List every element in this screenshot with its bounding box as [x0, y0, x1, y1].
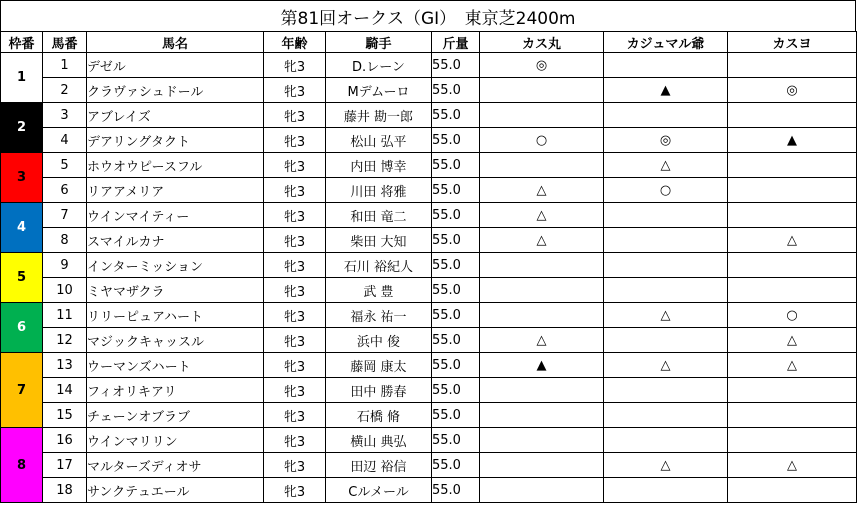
- predictor-3-mark: [728, 278, 857, 303]
- table-row: [1, 178, 857, 203]
- horse-name-cell: マルターズディオサ: [87, 453, 264, 478]
- predictor-2-mark: [604, 278, 728, 303]
- jockey-cell: D.レーン: [326, 53, 432, 78]
- weight-cell: 55.0: [432, 253, 480, 278]
- weight-cell: 55.0: [432, 303, 480, 328]
- predictor-1-mark: △: [480, 178, 604, 203]
- weight-cell: 55.0: [432, 153, 480, 178]
- header-predictor-2: カジュマル爺: [604, 32, 728, 53]
- predictor-1-mark: △: [480, 203, 604, 228]
- jockey-cell: 和田 竜二: [326, 203, 432, 228]
- age-cell: 牝3: [264, 253, 326, 278]
- header-umaban: 馬番: [43, 32, 87, 53]
- table-row: [1, 278, 857, 303]
- age-cell: 牝3: [264, 128, 326, 153]
- predictor-2-mark: [604, 428, 728, 453]
- table-body: [1, 53, 857, 503]
- table-row: [1, 303, 857, 328]
- weight-cell: 55.0: [432, 178, 480, 203]
- predictor-2-mark: [604, 228, 728, 253]
- table-row: [1, 253, 857, 278]
- jockey-cell: 石川 裕紀人: [326, 253, 432, 278]
- weight-cell: 55.0: [432, 478, 480, 503]
- table-row: [1, 128, 857, 153]
- jockey-cell: 柴田 大知: [326, 228, 432, 253]
- jockey-cell: Mデムーロ: [326, 78, 432, 103]
- waku-cell: 3: [1, 153, 43, 203]
- predictor-3-mark: [728, 153, 857, 178]
- predictor-3-mark: [728, 53, 857, 78]
- table-row: [1, 78, 857, 103]
- predictor-3-mark: △: [728, 353, 857, 378]
- age-cell: 牝3: [264, 403, 326, 428]
- table-row: [1, 428, 857, 453]
- age-cell: 牝3: [264, 153, 326, 178]
- predictor-1-mark: [480, 453, 604, 478]
- predictor-2-mark: △: [604, 153, 728, 178]
- horse-name-cell: アブレイズ: [87, 103, 264, 128]
- table-row: [1, 403, 857, 428]
- header-waku: 枠番: [1, 32, 43, 53]
- table-row: [1, 103, 857, 128]
- header-weight: 斤量: [432, 32, 480, 53]
- age-cell: 牝3: [264, 328, 326, 353]
- age-cell: 牝3: [264, 228, 326, 253]
- predictor-1-mark: [480, 403, 604, 428]
- predictor-3-mark: △: [728, 228, 857, 253]
- predictor-1-mark: [480, 428, 604, 453]
- jockey-cell: Cルメール: [326, 478, 432, 503]
- age-cell: 牝3: [264, 428, 326, 453]
- age-cell: 牝3: [264, 303, 326, 328]
- weight-cell: 55.0: [432, 403, 480, 428]
- age-cell: 牝3: [264, 203, 326, 228]
- horse-name-cell: スマイルカナ: [87, 228, 264, 253]
- header-predictor-1: カス丸: [480, 32, 604, 53]
- weight-cell: 55.0: [432, 353, 480, 378]
- waku-cell: 2: [1, 103, 43, 153]
- jockey-cell: 浜中 俊: [326, 328, 432, 353]
- predictor-1-mark: [480, 378, 604, 403]
- predictor-2-mark: [604, 53, 728, 78]
- table-row: [1, 478, 857, 503]
- predictor-2-mark: [604, 328, 728, 353]
- predictor-1-mark: ▲: [480, 353, 604, 378]
- umaban-cell: 16: [43, 428, 87, 453]
- umaban-cell: 3: [43, 103, 87, 128]
- header-age: 年齢: [264, 32, 326, 53]
- horse-name-cell: リアアメリア: [87, 178, 264, 203]
- predictor-1-mark: △: [480, 228, 604, 253]
- predictor-2-mark: [604, 403, 728, 428]
- table-row: [1, 228, 857, 253]
- predictor-1-mark: [480, 78, 604, 103]
- horse-name-cell: ウインマリリン: [87, 428, 264, 453]
- horse-name-cell: ウインマイティー: [87, 203, 264, 228]
- umaban-cell: 12: [43, 328, 87, 353]
- age-cell: 牝3: [264, 178, 326, 203]
- header-row: [1, 32, 857, 53]
- weight-cell: 55.0: [432, 278, 480, 303]
- horse-name-cell: ウーマンズハート: [87, 353, 264, 378]
- age-cell: 牝3: [264, 453, 326, 478]
- horse-name-cell: チェーンオブラブ: [87, 403, 264, 428]
- waku-cell: 8: [1, 428, 43, 503]
- umaban-cell: 17: [43, 453, 87, 478]
- predictor-3-mark: [728, 428, 857, 453]
- umaban-cell: 18: [43, 478, 87, 503]
- umaban-cell: 13: [43, 353, 87, 378]
- table-row: [1, 328, 857, 353]
- jockey-cell: 石橋 脩: [326, 403, 432, 428]
- predictor-2-mark: [604, 103, 728, 128]
- predictor-3-mark: ◎: [728, 78, 857, 103]
- umaban-cell: 1: [43, 53, 87, 78]
- predictor-2-mark: △: [604, 453, 728, 478]
- umaban-cell: 2: [43, 78, 87, 103]
- predictor-1-mark: [480, 278, 604, 303]
- weight-cell: 55.0: [432, 453, 480, 478]
- header-horse-name: 馬名: [87, 32, 264, 53]
- predictor-3-mark: [728, 103, 857, 128]
- age-cell: 牝3: [264, 353, 326, 378]
- umaban-cell: 5: [43, 153, 87, 178]
- predictor-3-mark: [728, 478, 857, 503]
- predictor-3-mark: [728, 378, 857, 403]
- horse-name-cell: フィオリキアリ: [87, 378, 264, 403]
- predictor-3-mark: △: [728, 453, 857, 478]
- race-title: 第81回オークス（GI） 東京芝2400m: [0, 0, 856, 31]
- predictor-3-mark: △: [728, 328, 857, 353]
- age-cell: 牝3: [264, 103, 326, 128]
- age-cell: 牝3: [264, 78, 326, 103]
- predictor-3-mark: [728, 253, 857, 278]
- horse-name-cell: リリーピュアハート: [87, 303, 264, 328]
- jockey-cell: 田中 勝春: [326, 378, 432, 403]
- predictor-1-mark: [480, 253, 604, 278]
- jockey-cell: 田辺 裕信: [326, 453, 432, 478]
- jockey-cell: 藤岡 康太: [326, 353, 432, 378]
- umaban-cell: 6: [43, 178, 87, 203]
- header-jockey: 騎手: [326, 32, 432, 53]
- jockey-cell: 内田 博幸: [326, 153, 432, 178]
- predictor-1-mark: ○: [480, 128, 604, 153]
- age-cell: 牝3: [264, 378, 326, 403]
- jockey-cell: 川田 将雅: [326, 178, 432, 203]
- umaban-cell: 9: [43, 253, 87, 278]
- predictor-2-mark: ○: [604, 178, 728, 203]
- waku-cell: 6: [1, 303, 43, 353]
- predictor-2-mark: [604, 478, 728, 503]
- horse-name-cell: ホウオウピースフル: [87, 153, 264, 178]
- predictor-1-mark: [480, 103, 604, 128]
- table-row: [1, 53, 857, 78]
- umaban-cell: 10: [43, 278, 87, 303]
- table-row: [1, 203, 857, 228]
- horse-name-cell: デアリングタクト: [87, 128, 264, 153]
- table-row: [1, 353, 857, 378]
- umaban-cell: 14: [43, 378, 87, 403]
- predictor-2-mark: ▲: [604, 78, 728, 103]
- weight-cell: 55.0: [432, 53, 480, 78]
- horse-name-cell: ミヤマザクラ: [87, 278, 264, 303]
- weight-cell: 55.0: [432, 428, 480, 453]
- jockey-cell: 藤井 勘一郎: [326, 103, 432, 128]
- header-predictor-3: カスヨ: [728, 32, 857, 53]
- predictor-1-mark: △: [480, 328, 604, 353]
- waku-cell: 1: [1, 53, 43, 103]
- predictor-1-mark: [480, 478, 604, 503]
- weight-cell: 55.0: [432, 378, 480, 403]
- umaban-cell: 8: [43, 228, 87, 253]
- table-row: [1, 153, 857, 178]
- weight-cell: 55.0: [432, 203, 480, 228]
- predictor-3-mark: [728, 403, 857, 428]
- waku-cell: 7: [1, 353, 43, 428]
- jockey-cell: 福永 祐一: [326, 303, 432, 328]
- prediction-table: [0, 31, 857, 503]
- umaban-cell: 11: [43, 303, 87, 328]
- weight-cell: 55.0: [432, 228, 480, 253]
- predictor-2-mark: [604, 253, 728, 278]
- jockey-cell: 松山 弘平: [326, 128, 432, 153]
- weight-cell: 55.0: [432, 128, 480, 153]
- table-row: [1, 453, 857, 478]
- age-cell: 牝3: [264, 53, 326, 78]
- weight-cell: 55.0: [432, 78, 480, 103]
- age-cell: 牝3: [264, 278, 326, 303]
- predictor-3-mark: ▲: [728, 128, 857, 153]
- horse-name-cell: デゼル: [87, 53, 264, 78]
- age-cell: 牝3: [264, 478, 326, 503]
- predictor-3-mark: [728, 178, 857, 203]
- horse-name-cell: クラヴァシュドール: [87, 78, 264, 103]
- predictor-3-mark: ○: [728, 303, 857, 328]
- jockey-cell: 武 豊: [326, 278, 432, 303]
- waku-cell: 5: [1, 253, 43, 303]
- weight-cell: 55.0: [432, 328, 480, 353]
- horse-name-cell: インターミッション: [87, 253, 264, 278]
- predictor-2-mark: [604, 378, 728, 403]
- predictor-2-mark: △: [604, 303, 728, 328]
- predictor-3-mark: [728, 203, 857, 228]
- weight-cell: 55.0: [432, 103, 480, 128]
- predictor-1-mark: ◎: [480, 53, 604, 78]
- predictor-1-mark: [480, 303, 604, 328]
- waku-cell: 4: [1, 203, 43, 253]
- table-row: [1, 378, 857, 403]
- horse-name-cell: マジックキャッスル: [87, 328, 264, 353]
- predictor-2-mark: △: [604, 353, 728, 378]
- jockey-cell: 横山 典弘: [326, 428, 432, 453]
- horse-name-cell: サンクテュエール: [87, 478, 264, 503]
- predictor-1-mark: [480, 153, 604, 178]
- umaban-cell: 15: [43, 403, 87, 428]
- umaban-cell: 4: [43, 128, 87, 153]
- umaban-cell: 7: [43, 203, 87, 228]
- predictor-2-mark: ◎: [604, 128, 728, 153]
- predictor-2-mark: [604, 203, 728, 228]
